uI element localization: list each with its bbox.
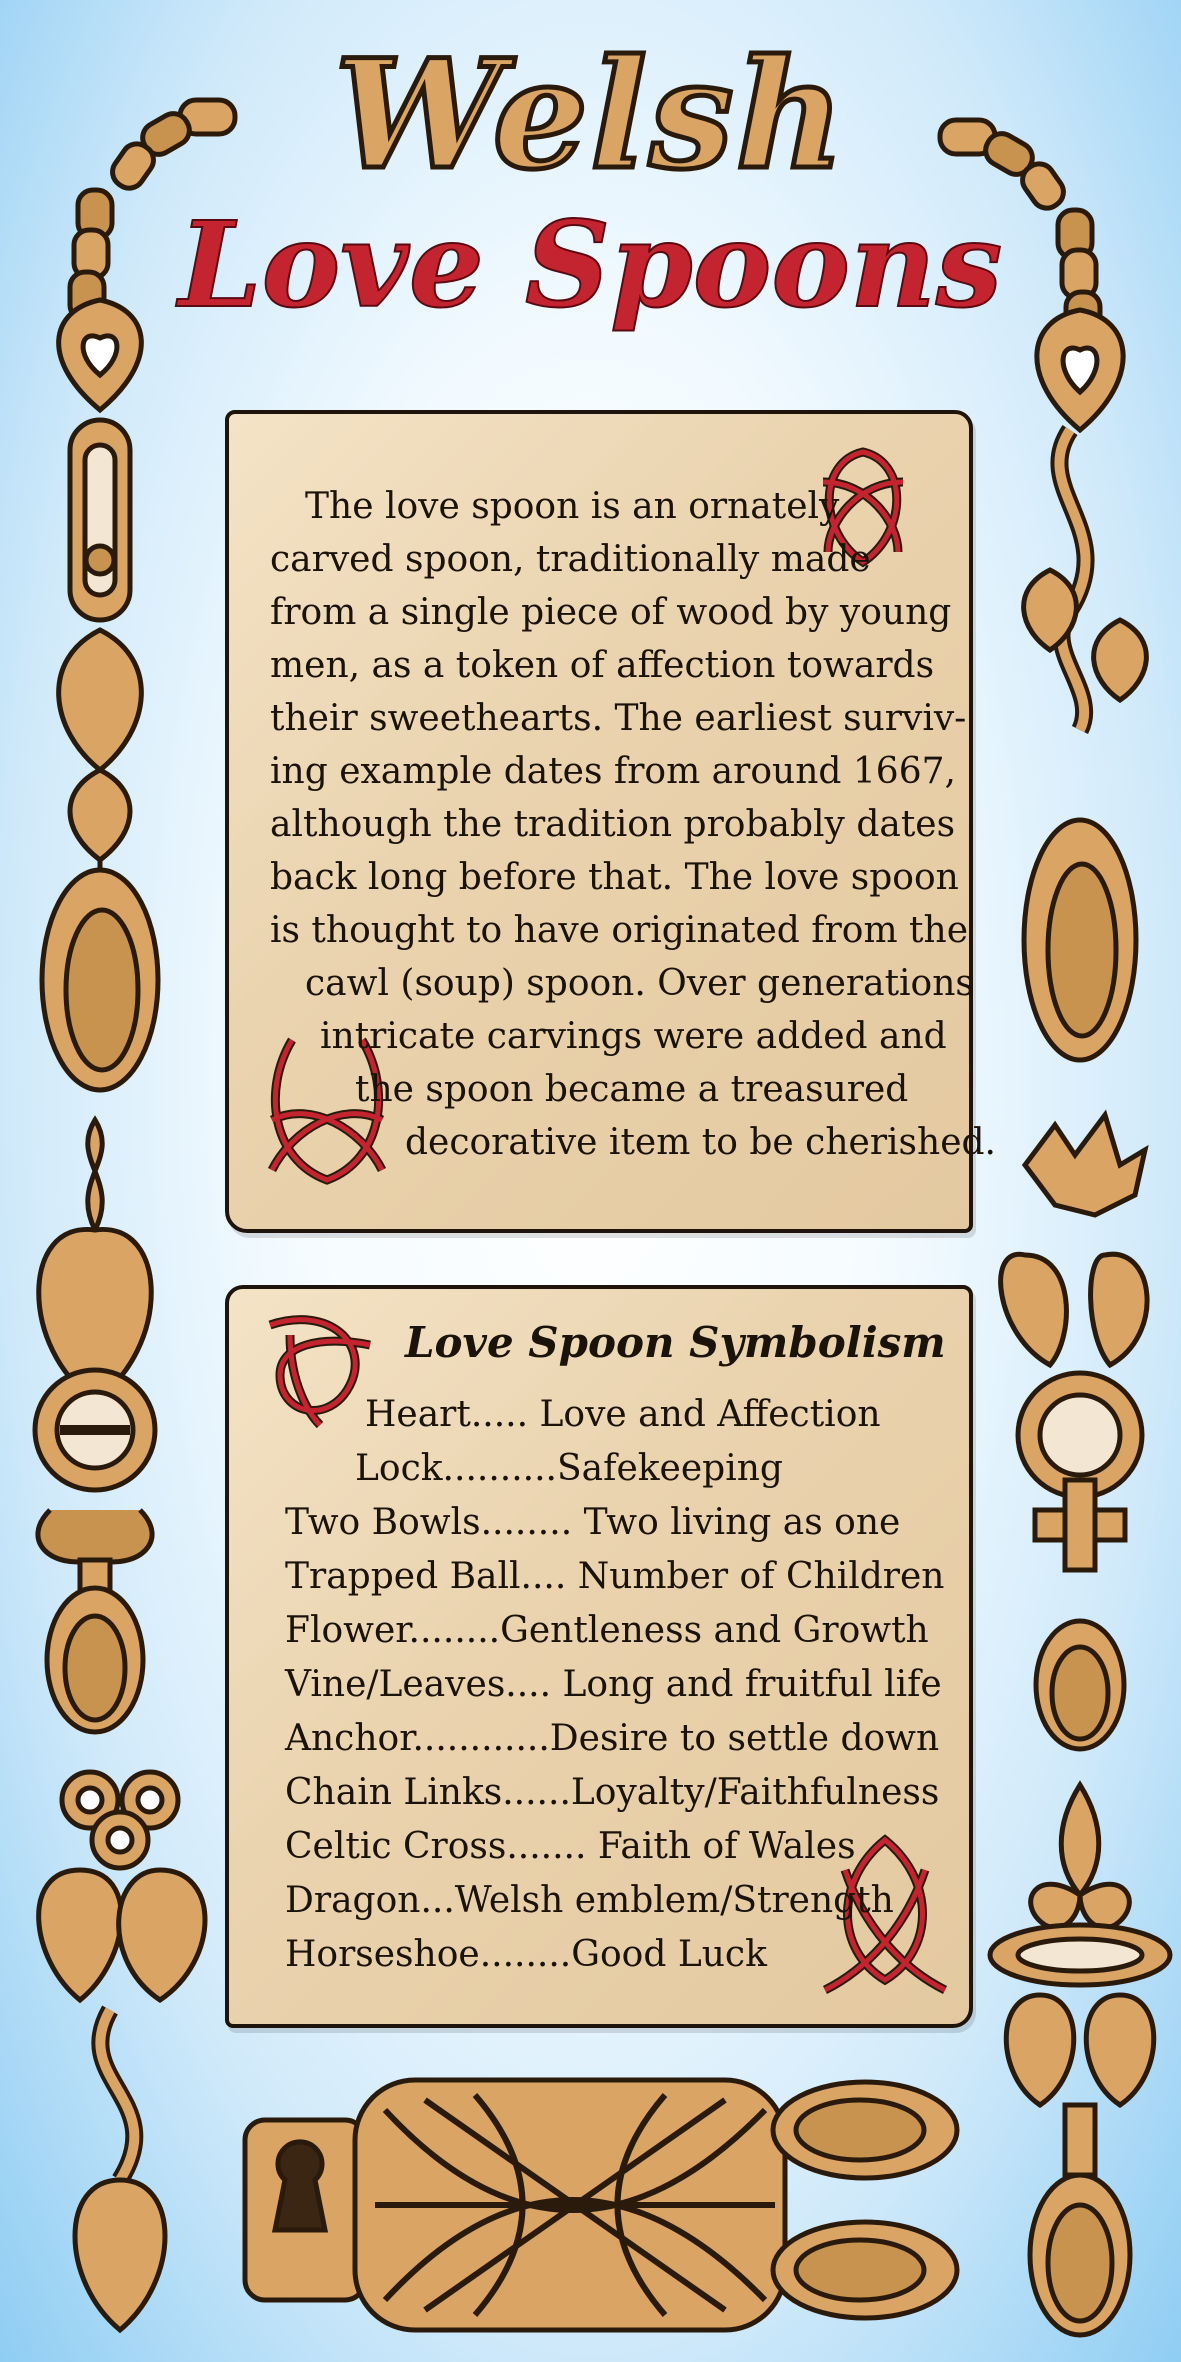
intro-line: from a single piece of wood by young xyxy=(270,592,952,633)
left-spoon-knot-icon xyxy=(20,1760,220,2340)
intro-line: men, as a token of affection towards xyxy=(270,645,935,686)
symbol-item: Two Bowls........ Two living as one xyxy=(285,1502,901,1543)
title-welsh: Welsh xyxy=(334,27,847,203)
symbol-item: Dragon...Welsh emblem/Strength xyxy=(285,1880,894,1921)
right-spoon-flower-icon xyxy=(985,1785,1175,2345)
symbol-item: Anchor............Desire to settle down xyxy=(285,1718,940,1759)
symbolism-heading: Love Spoon Symbolism xyxy=(405,1318,946,1367)
right-spoon-leaves-icon xyxy=(1010,310,1150,1080)
symbol-item: Trapped Ball.... Number of Children xyxy=(285,1556,945,1597)
symbol-item: Celtic Cross....... Faith of Wales xyxy=(285,1826,856,1867)
symbol-item: Horseshoe........Good Luck xyxy=(285,1934,767,1975)
intro-line: although the tradition probably dates xyxy=(270,804,956,845)
intro-line: cawl (soup) spoon. Over generations xyxy=(305,963,974,1004)
intro-line: back long before that. The love spoon xyxy=(270,857,959,898)
intro-line: the spoon became a treasured xyxy=(355,1069,909,1110)
symbol-item: Heart..... Love and Affection xyxy=(365,1394,881,1435)
intro-line: is thought to have originated from the xyxy=(270,910,969,951)
title-love-spoons: Love Spoons xyxy=(178,195,1003,334)
right-spoon-dragon-icon xyxy=(995,1105,1165,1755)
symbol-item: Chain Links......Loyalty/Faithfulness xyxy=(285,1772,940,1813)
symbol-item: Vine/Leaves.... Long and fruitful life xyxy=(285,1664,942,1705)
symbol-item: Lock..........Safekeeping xyxy=(355,1448,783,1489)
intro-line: intricate carvings were added and xyxy=(320,1016,947,1057)
symbol-item: Flower........Gentleness and Growth xyxy=(285,1610,929,1651)
bottom-double-spoon-icon xyxy=(245,2060,965,2350)
intro-line: their sweethearts. The earliest surviv- xyxy=(270,698,967,739)
intro-line: carved spoon, traditionally made xyxy=(270,539,871,580)
intro-line: ing example dates from around 1667, xyxy=(270,751,956,792)
intro-line: The love spoon is an ornately xyxy=(305,486,840,527)
left-spoon-ball-icon xyxy=(30,300,170,1100)
intro-line: decorative item to be cherished. xyxy=(405,1122,996,1163)
left-spoon-heart-icon xyxy=(10,1120,180,1730)
